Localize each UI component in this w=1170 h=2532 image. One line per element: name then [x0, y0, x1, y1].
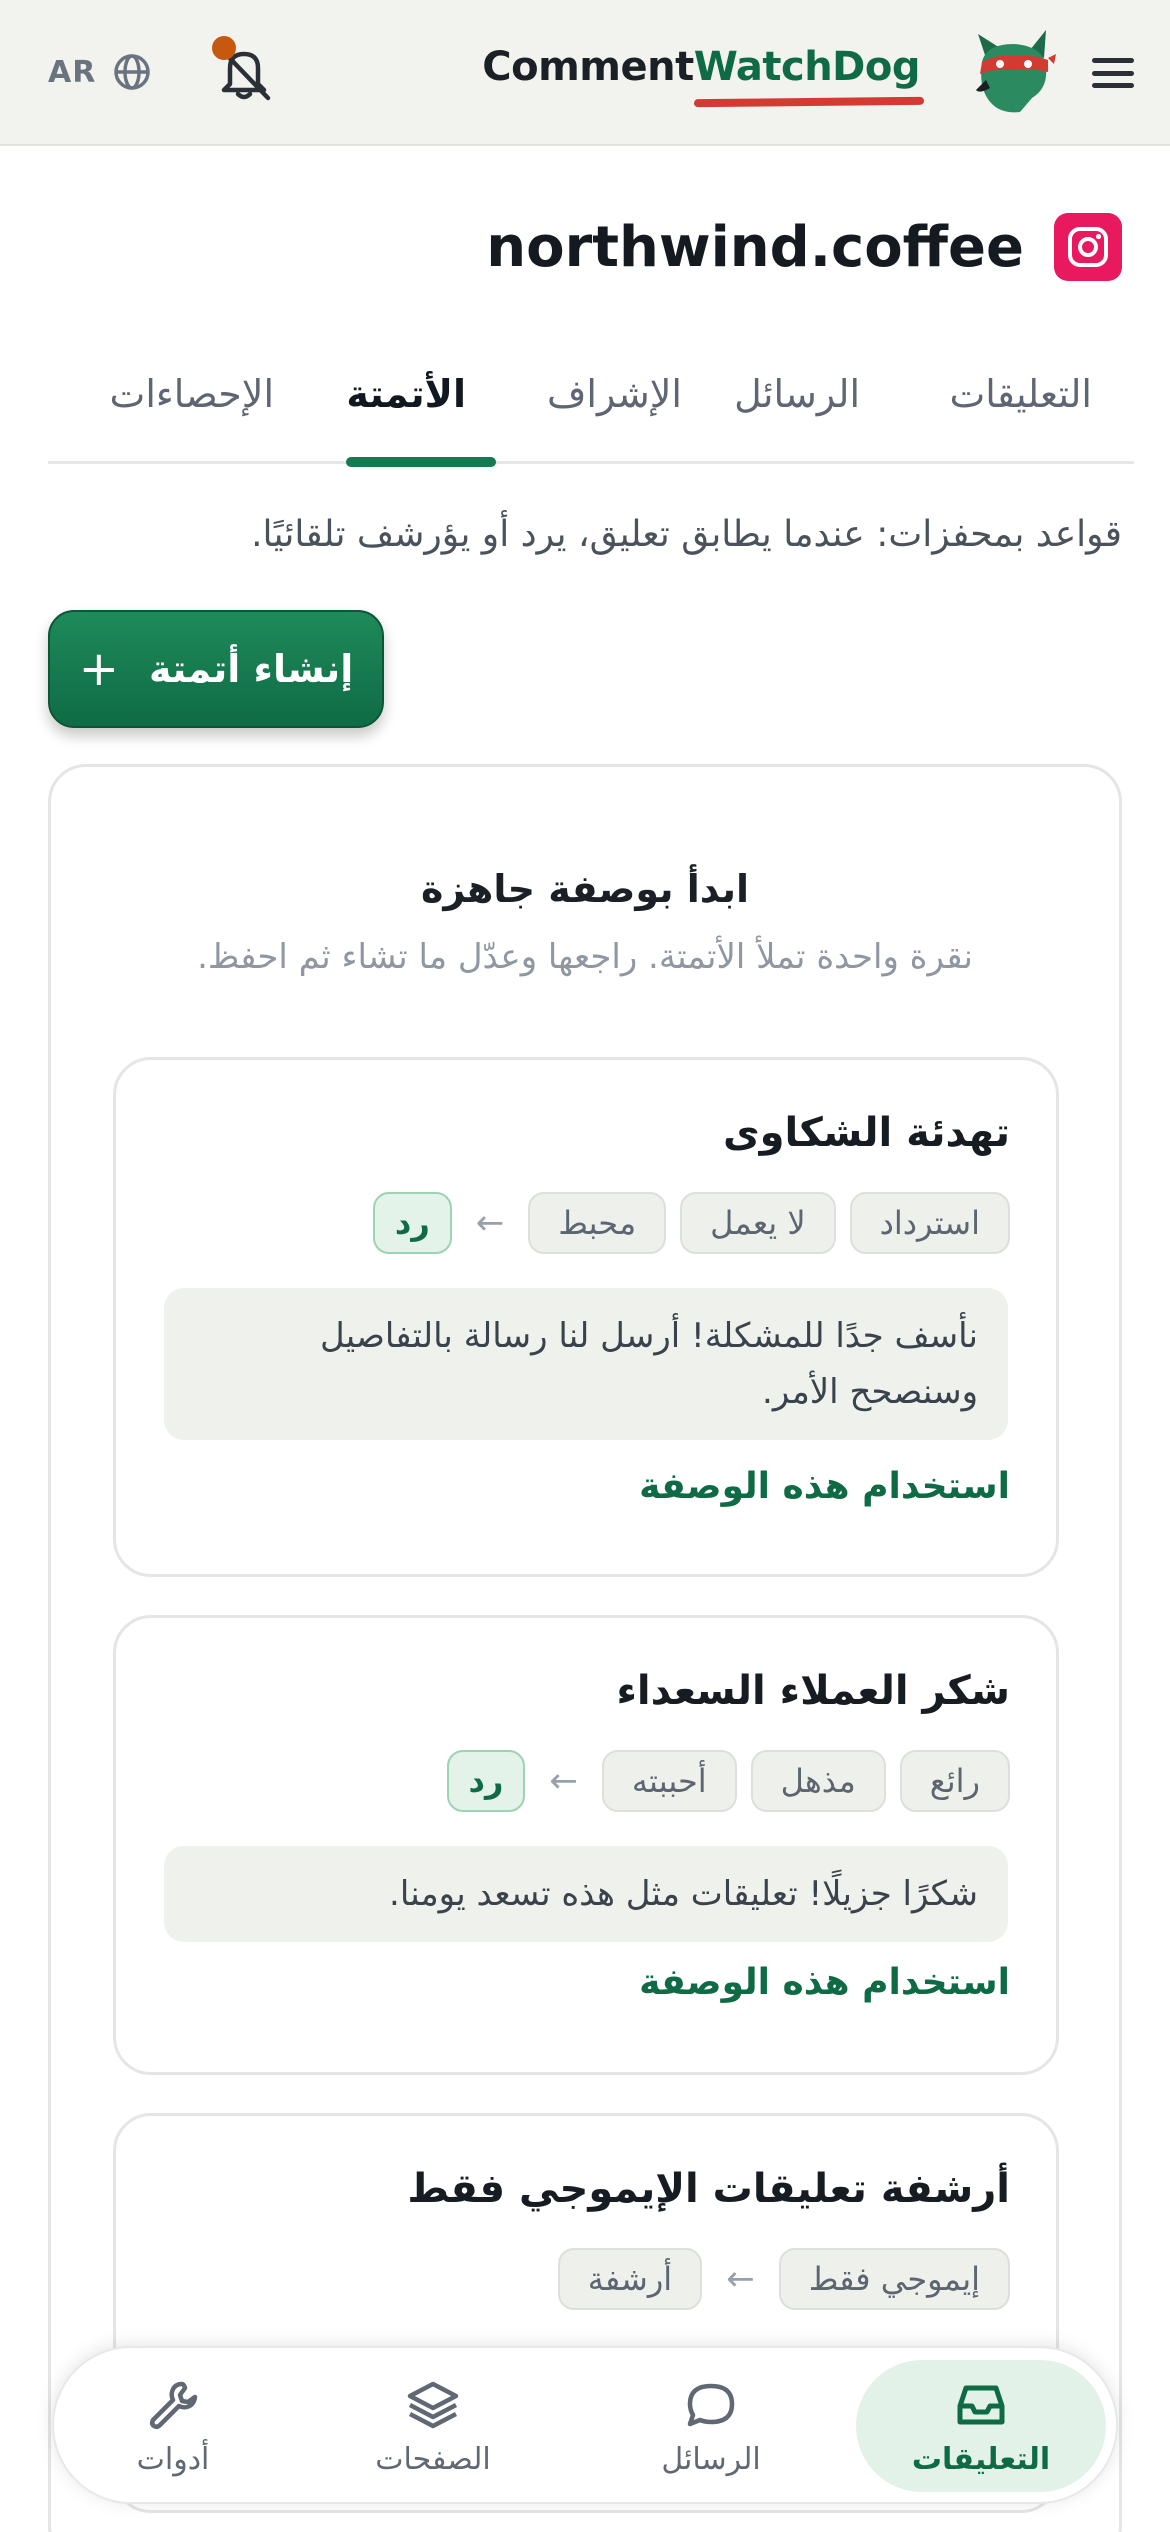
recipe-title: شكر العملاء السعداء: [616, 1668, 1010, 1714]
bottom-navigation: [52, 2346, 1118, 2504]
nav-tools[interactable]: [48, 2360, 298, 2492]
nav-label: أدوات: [136, 2441, 210, 2477]
automation-description: قواعد بمحفزات: عندما يطابق تعليق، يرد أو يؤرشف تلقائيًا.: [251, 514, 1122, 555]
nav-comments[interactable]: [856, 2360, 1106, 2492]
arrow-left-icon: ←: [475, 1203, 505, 1243]
active-tab-indicator: [346, 457, 496, 467]
tab-bar: [48, 358, 1134, 464]
chat-bubble-icon: [682, 2376, 740, 2434]
language-code: AR: [48, 54, 97, 90]
arrow-left-icon: ←: [549, 1761, 578, 1801]
tab-moderation[interactable]: الإشراف: [547, 372, 682, 416]
trigger-chip: استرداد: [850, 1192, 1010, 1254]
wrench-icon: [144, 2376, 202, 2434]
recipes-panel: [48, 764, 1122, 2532]
account-header: [486, 212, 1122, 282]
arrow-left-icon: ←: [726, 2259, 755, 2299]
account-name: northwind.coffee: [486, 214, 1024, 280]
trigger-chip: إيموجي فقط: [779, 2248, 1010, 2310]
recipe-title: أرشفة تعليقات الإيموجي فقط: [407, 2166, 1010, 2212]
use-recipe-link[interactable]: استخدام هذه الوصفة: [639, 1466, 1010, 1507]
nav-messages[interactable]: [586, 2360, 836, 2492]
nav-label: التعليقات: [911, 2441, 1051, 2477]
nav-pages[interactable]: [308, 2360, 558, 2492]
notification-dot: [212, 36, 236, 60]
trigger-chip: لا يعمل: [680, 1192, 836, 1254]
tab-messages[interactable]: الرسائل: [734, 372, 860, 416]
use-recipe-link[interactable]: استخدام هذه الوصفة: [639, 1962, 1010, 2003]
nav-label: الرسائل: [661, 2441, 761, 2477]
recipe-trigger-chips: [373, 1192, 1010, 1254]
recipes-subtitle: نقرة واحدة تملأ الأتمتة. راجعها وعدّل ما تشاء ثم احفظ.: [197, 937, 973, 977]
create-automation-label: إنشاء أتمتة: [149, 647, 354, 691]
reply-preview: نأسف جدًا للمشكلة! أرسل لنا رسالة بالتفاصيل وسنصحح الأمر.: [164, 1288, 1008, 1440]
watchdog-mascot-icon: [972, 28, 1056, 114]
recipe-title: تهدئة الشكاوى: [723, 1110, 1010, 1156]
create-automation-button[interactable]: [48, 610, 384, 728]
action-chip: رد: [447, 1750, 526, 1812]
recipe-card: [113, 1057, 1059, 1577]
instagram-icon: [1054, 213, 1122, 281]
recipes-title: ابدأ بوصفة جاهزة: [420, 867, 749, 911]
recipe-trigger-chips: [447, 1750, 1010, 1812]
nav-label: الصفحات: [375, 2441, 491, 2477]
plus-icon: +: [78, 641, 119, 697]
brand-part-1: Comment: [482, 44, 694, 90]
brand-part-2: [694, 44, 920, 90]
top-bar: [0, 0, 1170, 146]
action-chip: رد: [373, 1192, 452, 1254]
brand-logo-text: [482, 44, 920, 90]
menu-icon[interactable]: [1090, 52, 1136, 94]
trigger-chip: رائع: [900, 1750, 1010, 1812]
tab-automation[interactable]: الأتمتة: [346, 372, 466, 416]
tab-stats[interactable]: الإحصاءات: [109, 372, 274, 416]
action-chip: أرشفة: [558, 2248, 703, 2310]
reply-preview: شكرًا جزيلًا! تعليقات مثل هذه تسعد يومنا.: [164, 1846, 1008, 1942]
trigger-chip: مذهل: [751, 1750, 886, 1812]
trigger-chip: محبط: [528, 1192, 666, 1254]
language-switcher[interactable]: [48, 52, 152, 92]
recipe-trigger-chips: [558, 2248, 1010, 2310]
inbox-icon: [952, 2376, 1010, 2434]
recipe-card: [113, 1615, 1059, 2075]
brand-part-2-text: WatchDog: [693, 44, 920, 90]
layers-icon: [404, 2376, 462, 2434]
brand-underline: [694, 97, 924, 107]
trigger-chip: أحببته: [602, 1750, 737, 1812]
globe-icon: [112, 52, 152, 92]
tab-comments[interactable]: التعليقات: [949, 372, 1092, 416]
